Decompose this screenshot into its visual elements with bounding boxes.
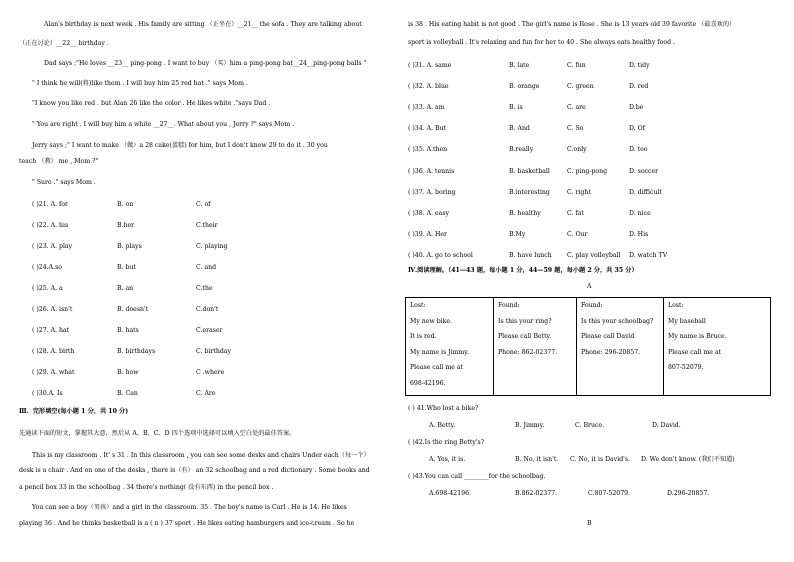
question-stem: ( )28. A. birth: [32, 348, 75, 355]
notice-line: 807-52079.: [668, 364, 704, 371]
answer-option: B. plays: [117, 243, 142, 250]
notice-line: My name is Jimmy.: [410, 348, 469, 356]
question-stem: ( )29. A. what: [32, 369, 75, 376]
notice-lost-baseball: [664, 298, 771, 396]
answer-option: C. play volleyball: [567, 251, 621, 259]
notice-line: 698-42196.: [410, 379, 446, 387]
answer-option: C. ping-pong: [567, 167, 608, 175]
answer-option: D. watch TV: [629, 251, 668, 259]
passage2-line: desk is a chair . And on one of the desks , there is（有） an 32 schoolbag and a red dictionary . Some books and: [19, 467, 370, 474]
answer-option: B. but: [117, 264, 136, 271]
section-3-intro: 先通读下面的短文，掌握其大意，然后从 A、B、C、D 四个选项中选择可以填入空白处的最佳答案。: [19, 430, 296, 437]
notice-line: Is this your schoolbag?: [581, 317, 654, 325]
notice-line: Please call David: [581, 333, 635, 340]
answer-option: C.eraser: [196, 327, 223, 334]
answer-option: B. And: [509, 125, 530, 133]
question-stem: ( )21. A. for: [32, 201, 68, 208]
answer-option: D. tidy: [629, 62, 650, 69]
answer-option: C. of: [196, 201, 211, 208]
question-stem: ( )35. A.then: [408, 146, 448, 154]
passage-line: " I think he will(将)like them . I will buy him 25 red hat ." says Mom .: [32, 80, 248, 87]
q42-option: D. We don't know. (我们不知道): [641, 456, 735, 463]
answer-option: C. are: [567, 104, 586, 112]
answer-option: D. Of: [629, 125, 646, 133]
passage2-line: This is my classroom . It' s 31 . In this classroom , you can see some desks and chairs Under each（每一个）: [32, 452, 370, 459]
passage-line: is 38 . His eating habit is not good . The girl's name is Rose . She is 13 years old 39 favorite （最喜欢的）: [408, 21, 736, 28]
answer-option: B.really: [509, 146, 534, 154]
q43-option: A.698-42196.: [429, 490, 471, 497]
answer-option: C. right: [567, 188, 591, 196]
answer-option: C.their: [196, 222, 218, 229]
passage2-line: a pencil box 33 in the schoolbag . 34 there's nothing( 没有东西) in the pencil box .: [19, 484, 274, 491]
q42-option: A. Yes, it is.: [429, 456, 466, 463]
question-stem: ( )38. A. easy: [408, 209, 450, 217]
q43-option: C.807-52079.: [588, 490, 631, 497]
answer-option: B. on: [117, 201, 134, 208]
notice-line: My name is Bruce.: [668, 333, 727, 340]
answer-option: B. hats: [117, 327, 139, 334]
answer-option: C .where: [196, 369, 225, 376]
answer-option: C. Our: [567, 230, 588, 238]
notice-line: My baseball: [668, 317, 706, 325]
question-stem: ( )36. A. tennis: [408, 167, 455, 175]
q42-option: B. No, it isn't.: [515, 456, 559, 463]
answer-option: C. fat: [567, 209, 584, 217]
question-stem: ( )25. A. a: [32, 285, 63, 292]
answer-option: C.don't: [196, 306, 219, 313]
passage-line: teach （教） me , Mom ?": [19, 158, 99, 165]
answer-option: B. how: [117, 369, 139, 376]
passage-label-a: A: [587, 283, 592, 290]
answer-option: C. playing: [196, 243, 228, 250]
answer-option: B. is: [509, 104, 523, 112]
notice-line: Please call me at: [668, 348, 722, 356]
q43-option: B.862-02377.: [515, 490, 558, 497]
question-stem: ( )24.A.so: [32, 264, 62, 271]
answer-option: D. nice: [629, 209, 651, 217]
section-4-title: Ⅳ.阅读理解。（41—43 题，每小题 1 分，44—59 题，每小题 2 分，共 35 分）: [408, 267, 638, 274]
answer-option: C.only: [567, 146, 587, 154]
question-stem: ( )39. A. Her: [408, 230, 448, 238]
question-stem: ( )23. A. play: [32, 243, 73, 250]
question-stem: ( )34. A. But: [408, 125, 447, 133]
answer-option: C. So: [567, 125, 584, 133]
passage-line: Dad says ;"He loves __23__ ping-pong . I want to buy （买）him a ping-pong bat__24__ping-pong balls ": [44, 60, 367, 67]
answer-option: B. have lunch: [509, 251, 552, 259]
section-3-title: Ⅲ．完形填空(每小题 1 分，共 10 分): [19, 408, 129, 415]
answer-option: C. Are: [196, 390, 216, 397]
passage-line: （正在讨论）__22__ birthday .: [19, 40, 109, 47]
answer-option: D. soccer: [629, 167, 659, 175]
question-stem: ( )31. A. same: [408, 62, 452, 69]
answer-option: D. too: [629, 146, 648, 154]
question-stem: ( )26. A. isn't: [32, 306, 73, 313]
answer-option: D. red: [629, 83, 649, 91]
answer-option: B. Can: [117, 390, 138, 397]
q41-option: A. Betty.: [429, 422, 456, 429]
answer-option: B. birthdays: [117, 348, 156, 355]
passage2-line: playing 36 . And he thinks basketball is a ( n ) 37 sport . He likes eating hamburgers and ice-cream . So he: [19, 520, 355, 527]
notice-line: Phone: 296-20857.: [581, 348, 641, 356]
question-stem: ( )40. A. go to school: [408, 251, 473, 259]
answer-option: C. birthday: [196, 348, 231, 355]
question-stem: ( )32. A. blue: [408, 83, 449, 91]
q41-option: D. David.: [652, 422, 681, 429]
question-43: ( )43.You can call ________for the schoolbag.: [408, 473, 546, 480]
notice-line: It is red.: [410, 333, 437, 340]
answer-option: B. healthy: [509, 209, 541, 217]
answer-option: B. basketball: [509, 167, 550, 175]
answer-option: C.the: [196, 285, 213, 292]
q42-option: C. No, it is David's.: [570, 456, 631, 463]
passage-line: "I know you like red . but Alan 26 like the color . He likes white ."says Dad .: [32, 100, 271, 107]
notice-line: Please call Betty.: [498, 333, 552, 340]
lost-found-notices: [405, 297, 771, 396]
right-page: [397, 0, 794, 562]
question-stem: ( )33. A. am: [408, 104, 445, 112]
answer-option: D. difficult: [629, 188, 662, 196]
answer-option: B. orange: [509, 83, 540, 91]
answer-option: D.be: [629, 104, 644, 112]
notice-line: Phone: 862-02377.: [498, 348, 558, 356]
notice-found-ring: [494, 298, 577, 396]
passage-line: " Sure ." says Mom .: [32, 179, 96, 186]
notice-line: Lost:: [668, 302, 684, 309]
passage-line: " You are right . I will buy him a white __27__. What about you , Jerry ?" says Mom .: [32, 121, 295, 128]
question-stem: ( )27. A. hat: [32, 327, 70, 334]
passage-label-b: B: [587, 520, 592, 527]
answer-option: B. an: [117, 285, 134, 292]
notice-line: Found:: [498, 302, 520, 309]
question-stem: ( )37. A. boring: [408, 188, 456, 196]
passage-line: sport is volleyball . It's relaxing and fun for her to 40 . She always eats healthy food .: [408, 39, 675, 46]
passage-line: Jerry says ;" I want to make （做）a 28 cake(蛋糕) for him, but I don't know 29 to do it . 30 you: [32, 142, 328, 149]
notice-line: Found:: [581, 302, 603, 309]
passage-line: Alan's birthday is next week . His family are sitting （正坐在）__21__ the sofa . They are talking about: [44, 21, 362, 28]
notice-line: My new bike.: [410, 317, 453, 325]
notice-line: Lost:: [410, 302, 426, 309]
question-41: ( ) 41.Who lost a bike?: [408, 405, 479, 412]
q41-option: B. Jimmy.: [515, 422, 545, 429]
question-stem: ( )22. A. his: [32, 222, 69, 229]
q43-option: D.296-20857.: [667, 490, 710, 497]
q41-option: C. Bruce.: [575, 422, 605, 429]
answer-option: C. fun: [567, 62, 586, 69]
answer-option: C. green: [567, 83, 594, 91]
notice-line: Is this your ring?: [498, 317, 552, 325]
answer-option: B.My: [509, 230, 526, 238]
answer-option: C. and: [196, 264, 217, 271]
passage2-line: You can see a boy（男孩）and a girl in the classroom. 35 . The boy's name is Carl . He is 14. He likes: [32, 504, 347, 511]
notice-found-schoolbag: [577, 298, 664, 396]
answer-option: B.her: [117, 222, 135, 229]
notice-line: Please call me at: [410, 364, 464, 371]
question-stem: ( )30.A. Is: [32, 390, 63, 397]
answer-option: D. His: [629, 230, 649, 238]
notice-lost-bike: [406, 298, 494, 396]
answer-option: B.interesting: [509, 188, 550, 196]
question-42: ( )42.Is the ring Betty's?: [408, 439, 485, 446]
answer-option: B. late: [509, 62, 530, 69]
answer-option: B. doesn't: [117, 306, 149, 313]
